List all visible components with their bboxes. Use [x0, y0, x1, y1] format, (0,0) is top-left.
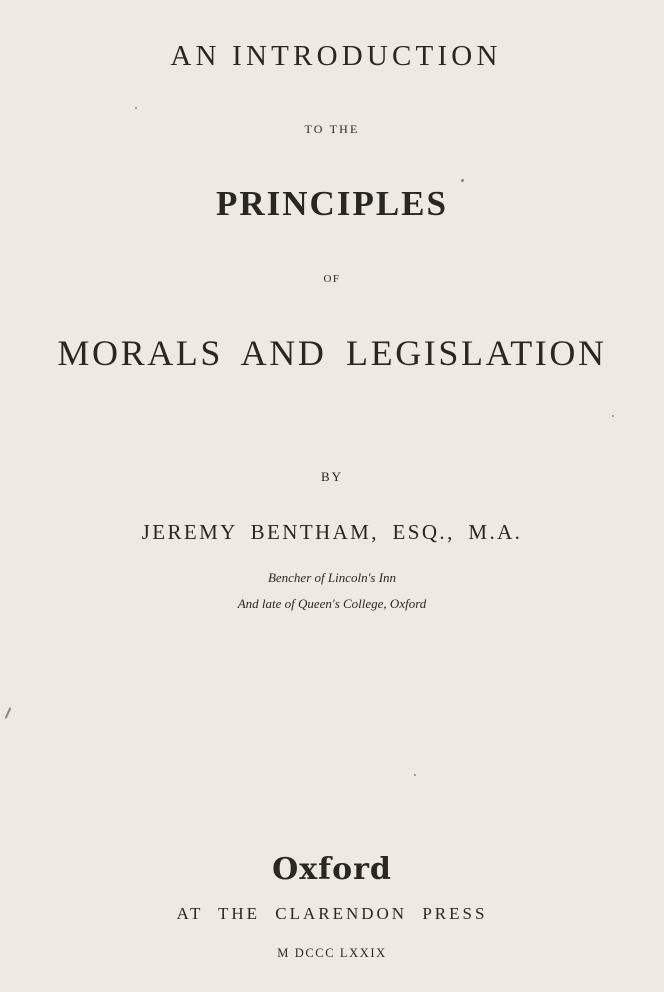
by-line: BY — [320, 469, 344, 484]
title-line-4: OF — [323, 273, 341, 285]
title-line-5: MORALS AND LEGISLATION — [57, 333, 607, 373]
author-credential-2: And late of Queen's College, Oxford — [237, 596, 427, 611]
publisher-name: AT THE CLARENDON PRESS — [176, 904, 488, 923]
title-line-1: AN INTRODUCTION — [170, 40, 502, 72]
author-name: JEREMY BENTHAM, ESQ., M.A. — [141, 520, 523, 544]
title-line-2: TO THE — [304, 122, 360, 136]
paper-speck — [5, 707, 12, 719]
paper-speck — [612, 415, 614, 417]
title-line-3: PRINCIPLES — [216, 184, 448, 223]
publication-place: Oxford — [272, 852, 392, 887]
paper-speck — [414, 774, 416, 776]
paper-speck — [461, 179, 464, 182]
author-credential-1: Bencher of Lincoln's Inn — [267, 570, 397, 585]
paper-speck — [135, 107, 137, 109]
publication-year: M DCCC LXXIX — [277, 946, 387, 960]
